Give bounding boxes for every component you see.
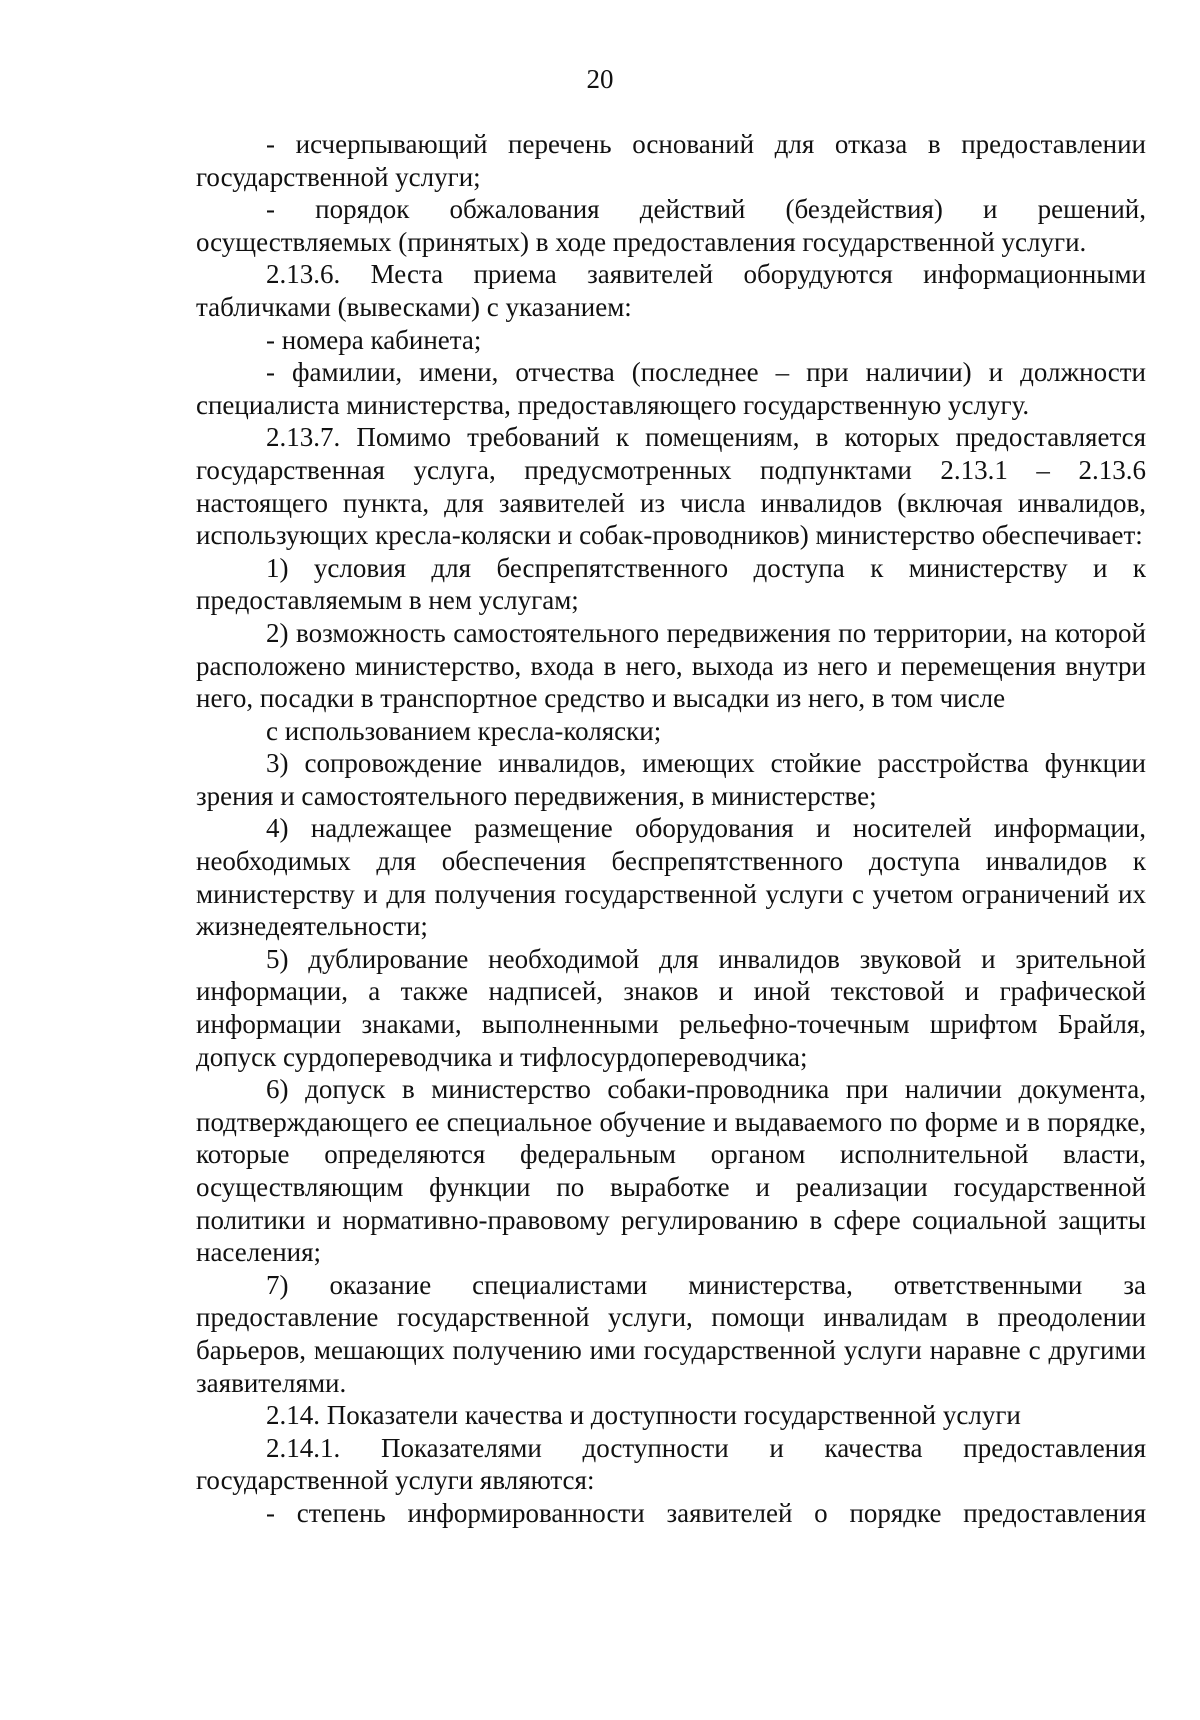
paragraph-refusal-grounds: - исчерпывающий перечень оснований для отказа в предоставлении государственной услуги; bbox=[196, 129, 1146, 192]
paragraph-2-13-6: 2.13.6. Места приема заявителей оборудуются информационными табличками (вывесками) с указанием: bbox=[196, 259, 1146, 322]
list-item-6: 6) допуск в министерство собаки-проводника при наличии документа, подтверждающего ее специальное обучение и выдаваемого по форме и в порядке, которые определяются федеральным органом исполнительной власти, осуществляющим функции по выработке и реализации государственной политики и нормативно-правовому регулированию в сфере социальной защиты населения; bbox=[196, 1074, 1146, 1268]
list-item-7: 7) оказание специалистами министерства, ответственными за предоставление государственной услуги, помощи инвалидам в преодолении барьеров, мешающих получению ими государственной услуги наравне с другими заявителями. bbox=[196, 1269, 1146, 1398]
paragraph-appeal-procedure: - порядок обжалования действий (бездействия) и решений, осуществляемых (принятых) в ходе предоставления государственной услуги. bbox=[196, 194, 1146, 257]
section-heading-2-14: 2.14. Показатели качества и доступности государственной услуги bbox=[266, 1400, 1021, 1431]
paragraph-2-14-1: 2.14.1. Показателями доступности и качества предоставления государственной услуги являются: bbox=[196, 1432, 1146, 1496]
paragraph-office-number: - номера кабинета; bbox=[266, 324, 482, 355]
document-body bbox=[196, 128, 1146, 1530]
list-item-1: 1) условия для беспрепятственного доступа к министерству и к предоставляемым в нем услугам; bbox=[196, 552, 1146, 616]
paragraph-2-13-7: 2.13.7. Помимо требований к помещениям, в которых предоставляется государственная услуга, предусмотренных подпунктами 2.13.1 – 2.13.6 настоящего пункта, для заявителей из числа инвалидов (включая инвалидов, использующих кресла-коляски и собак-проводников) министерство обеспечивает: bbox=[196, 422, 1146, 551]
page-number: 20 bbox=[586, 64, 614, 94]
paragraph-informedness: - степень информированности заявителей о порядке предоставления bbox=[266, 1497, 1146, 1528]
list-item-2-continuation: с использованием кресла-коляски; bbox=[266, 715, 662, 746]
list-item-4: 4) надлежащее размещение оборудования и носителей информации, необходимых для обеспечения беспрепятственного доступа инвалидов к министерству и для получения государственной услуги с учетом ограничений их жизнедеятельности; bbox=[196, 813, 1146, 942]
list-item-2: 2) возможность самостоятельного передвижения по территории, на которой расположено министерство, входа в него, выхода из него и перемещения внутри него, посадки в транспортное средство и высадки из него, в том числе bbox=[196, 617, 1146, 714]
list-item-5: 5) дублирование необходимой для инвалидов звуковой и зрительной информации, а также надписей, знаков и иной текстовой и графической информации знаками, выполненными рельефно-точечным шрифтом Брайля, допуск сурдопереводчика и тифлосурдопереводчика; bbox=[196, 943, 1146, 1072]
list-item-3: 3) сопровождение инвалидов, имеющих стойкие расстройства функции зрения и самостоятельного передвижения, в министерстве; bbox=[196, 748, 1146, 811]
paragraph-specialist-name: - фамилии, имени, отчества (последнее – при наличии) и должности специалиста министерства, предоставляющего государственную услугу. bbox=[196, 357, 1146, 420]
